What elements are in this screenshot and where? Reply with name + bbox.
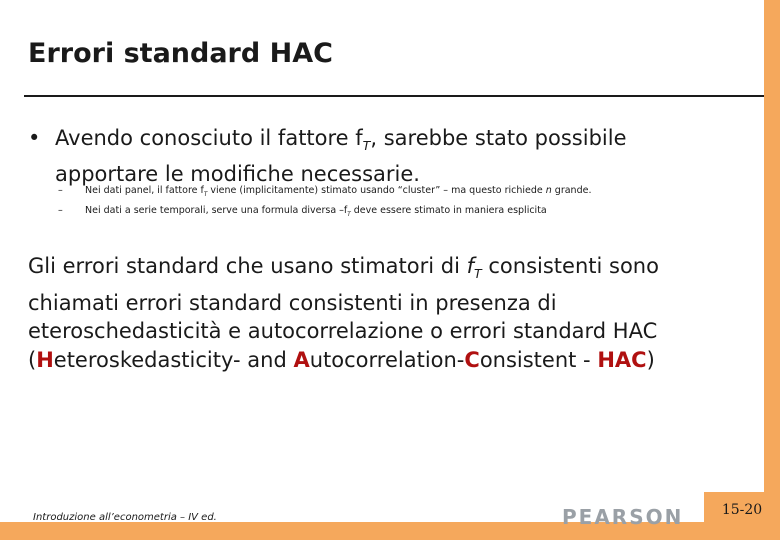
sub-bullet-list bbox=[58, 183, 738, 223]
sub-bullet-panel: – Nei dati panel, il fattore $f_T$ viene (implicitamente) stimato usando “cluster” – ma questo richiede n grande. bbox=[58, 185, 592, 198]
main-bullet bbox=[28, 124, 728, 188]
hac-definition-paragraph: Gli errori standard che usano stimatori di $f_T$ consistenti sono chiamati errori standard consistenti in presenza di eteroschedasticità e autocorrelazione o errori standard HAC (Heteroskedasticity- and Autocorrelation-Consistent - HAC) bbox=[28, 254, 659, 372]
slide-title: Errori standard HAC bbox=[28, 38, 333, 69]
title-underline bbox=[24, 95, 764, 97]
highlight-letter-a: A bbox=[293, 347, 310, 372]
highlight-letter-h: H bbox=[36, 347, 54, 372]
sub-bullet-marker: – bbox=[58, 185, 63, 196]
highlight-letter-c: C bbox=[464, 347, 480, 372]
footer-book-title: Introduzione all’econometria – IV ed. bbox=[33, 512, 217, 523]
bullet-marker: • bbox=[28, 126, 41, 150]
pearson-logo: PEARSON bbox=[562, 505, 684, 529]
bullet-text: Avendo conosciuto il fattore $f_T$, sarebbe stato possibile apportare le modifiche necessarie. bbox=[55, 126, 627, 187]
sub-bullet-time-series: – Nei dati a serie temporali, serve una formula diversa $-f_T$ deve essere stimato in maniera esplicita bbox=[58, 204, 547, 218]
sub-bullet-marker: – bbox=[58, 204, 63, 216]
page-number-box bbox=[704, 492, 780, 540]
highlight-hac: HAC bbox=[597, 347, 647, 372]
page-number: 15-20 bbox=[721, 502, 763, 518]
